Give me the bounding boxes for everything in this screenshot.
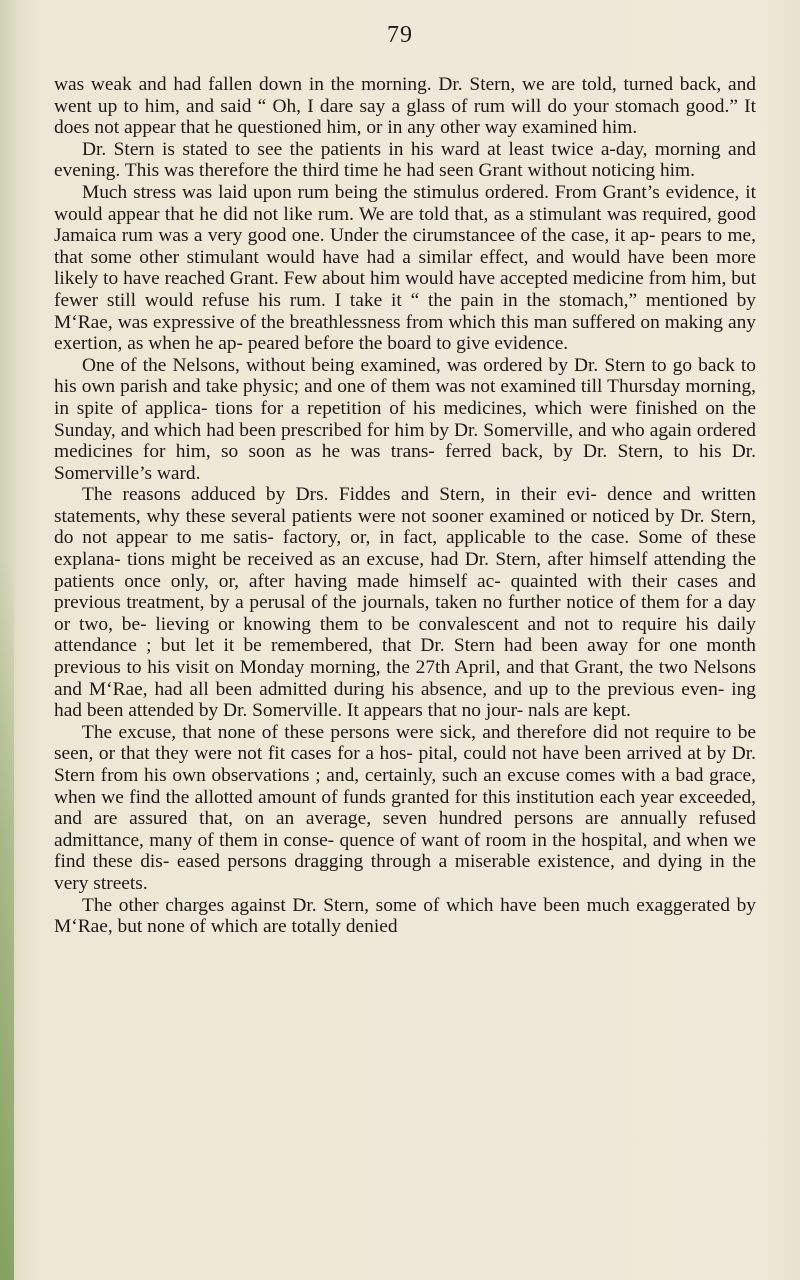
paragraph-1: was weak and had fallen down in the morning. Dr. Stern, we are told, turned back, and went up to him, and said “ Oh, I dare say a glass of rum will do your stomach good.” It does not appear that he questioned him, or in any other way examined him. [54,74,756,139]
page-edge-stain [0,560,14,1280]
paragraph-5: The reasons adduced by Drs. Fiddes and Stern, in their evi- dence and written statements, why these several patients were not sooner examined or noticed by Dr. Stern, do not appear to me satis- factory, or, in fact, applicable to the case. Some of these explana- tions might be received as an excuse, had Dr. Stern, after himself attending the patients once only, or, after having made himself ac- quainted with their cases and previous treatment, by a perusal of the journals, taken no further notice of them for a day or two, be- lieving or knowing them to be convalescent and not to require his daily attendance ; but let it be remembered, that Dr. Stern had been away for one month previous to his visit on Monday morning, the 27th April, and that Grant, the two Nelsons and M‘Rae, had all been admitted during his absence, and up to the previous even- ing had been attended by Dr. Somerville. It appears that no jour- nals are kept. [54,484,756,722]
body-text [54,74,756,938]
paragraph-2: Dr. Stern is stated to see the patients in his ward at least twice a-day, morning and evening. This was therefore the third time he had seen Grant without noticing him. [54,138,756,182]
paragraph-7: The other charges against Dr. Stern, some of which have been much exaggerated by M‘Rae, but none of which are totally denied [54,894,756,938]
paragraph-4: One of the Nelsons, without being examined, was ordered by Dr. Stern to go back to his own parish and take physic; and one of them was not examined till Thursday morning, in spite of applica- tions for a repetition of his medicines, which were finished on the Sunday, and which had been prescribed for him by Dr. Somerville, and who again ordered medicines for him, so soon as he was trans- ferred back, by Dr. Stern, to his Dr. Somerville’s ward. [54,354,756,484]
page-number: 79 [387,22,413,48]
paragraph-6: The excuse, that none of these persons were sick, and therefore did not require to be seen, or that they were not fit cases for a hos- pital, could not have been arrived at by Dr. Stern from his own observations ; and, certainly, such an excuse comes with a bad grace, when we find the allotted amount of funds granted for this institution each year exceeded, and are assured that, on an average, seven hundred persons are annually refused admittance, many of them in conse- quence of want of room in the hospital, and when we find these dis- eased persons dragging through a miserable existence, and dying in the very streets. [54,721,756,894]
paragraph-3: Much stress was laid upon rum being the stimulus ordered. From Grant’s evidence, it would appear that he did not like rum. We are told that, as a stimulant was required, good Jamaica rum was a very good one. Under the cirumstancee of the case, it ap- pears to me, that some other stimulant would have had a similar effect, and would have been more likely to have reached Grant. Few about him would have accepted medicine from him, but fewer still would refuse his rum. I take it “ the pain in the stomach,” mentioned by M‘Rae, was expressive of the breathlessness from which this man suffered on making any exertion, as when he ap- peared before the board to give evidence. [54,181,756,355]
